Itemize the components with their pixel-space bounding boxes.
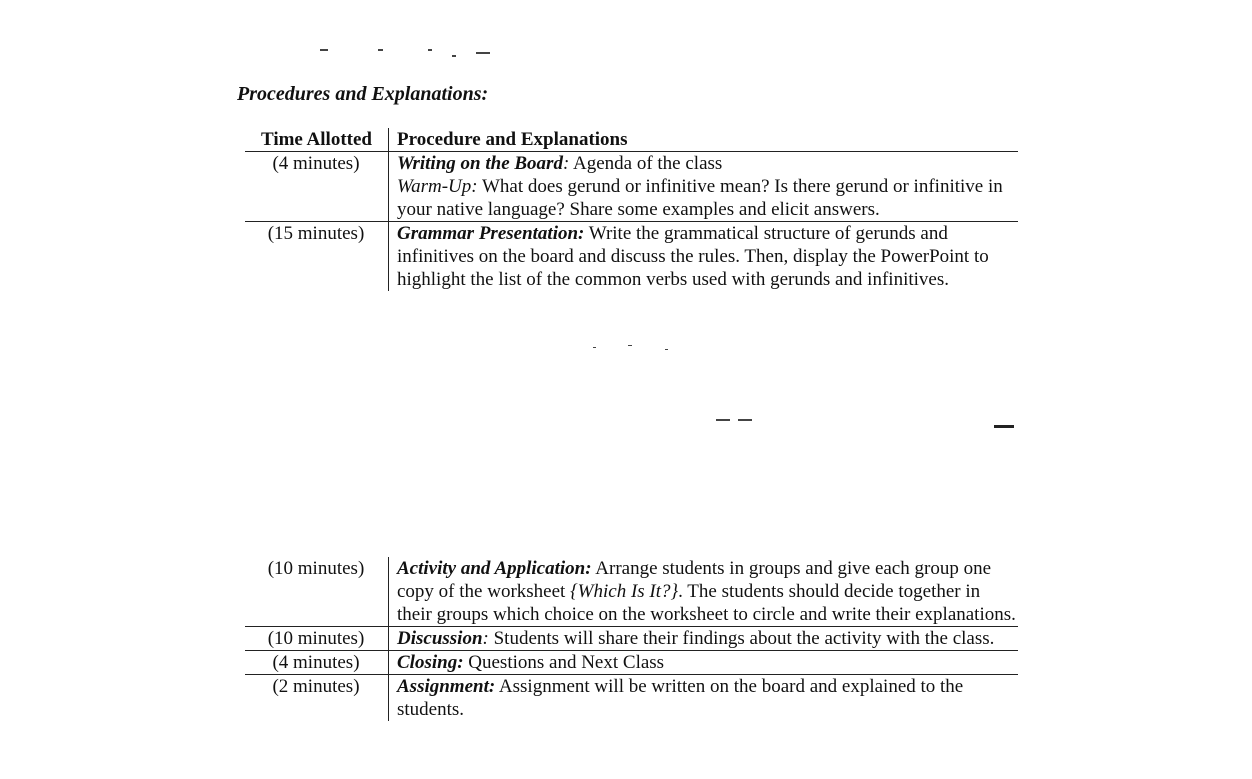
procedure-header: Procedure and Explanations [389, 128, 1019, 152]
procedure-text: Questions and Next Class [463, 652, 665, 673]
procedure-text: Agenda of the class [569, 153, 723, 174]
table-row [245, 557, 1018, 627]
procedure-label: Closing: [397, 652, 464, 673]
procedure-label: Grammar Presentation: [397, 223, 585, 244]
procedure-text: . The students should decide together in their groups which choice on the worksheet to circle and write their explanations. [397, 581, 1016, 625]
procedure-cell: Discussion: Students will share their findings about the activity with the class. [389, 627, 1019, 651]
procedure-label: Writing on the Board [397, 153, 563, 174]
table-row [245, 627, 1018, 651]
section-heading: Procedures and Explanations: [237, 83, 489, 105]
time-cell: (10 minutes) [245, 557, 389, 627]
procedure-line [397, 175, 1018, 221]
table-row [245, 675, 1018, 722]
procedure-text: Assignment will be written on the board and explained to the students. [397, 676, 964, 720]
time-cell: (2 minutes) [245, 675, 389, 722]
procedure-label: Discussion [397, 628, 483, 649]
procedure-text: What does gerund or infinitive mean? Is there gerund or infinitive in your native language? Share some examples and elicit answers. [397, 176, 1003, 220]
time-cell: (10 minutes) [245, 627, 389, 651]
procedure-cell [389, 222, 1019, 292]
procedure-cell [389, 152, 1019, 222]
worksheet-title: {Which Is It?} [570, 581, 679, 602]
procedure-text: Students will share their findings about the activity with the class. [488, 628, 995, 649]
procedure-line: Writing on the Board: Agenda of the class [397, 153, 723, 174]
table-header-row [245, 128, 1018, 152]
procedure-label: Assignment: [397, 676, 496, 697]
table-row [245, 152, 1018, 222]
procedure-text: Arrange students in groups and give each group one copy of the worksheet [397, 558, 992, 602]
table-row [245, 651, 1018, 675]
time-cell: (15 minutes) [245, 222, 389, 292]
time-cell: (4 minutes) [245, 152, 389, 222]
procedure-cell [389, 651, 1019, 675]
procedure-label: Activity and Application: [397, 558, 592, 579]
time-cell: (4 minutes) [245, 651, 389, 675]
procedure-cell [389, 675, 1019, 722]
procedures-table-page1 [245, 128, 1018, 291]
procedure-label: Warm-Up: [397, 176, 478, 197]
procedures-table-page2 [245, 557, 1018, 721]
procedure-text: Write the grammatical structure of gerunds and infinitives on the board and discuss the rules. Then, display the PowerPoint to highlight the list of the common verbs used with gerunds and infinitives. [397, 223, 989, 290]
procedure-cell [389, 557, 1019, 627]
time-allotted-header: Time Allotted [245, 128, 389, 152]
table-row [245, 222, 1018, 292]
